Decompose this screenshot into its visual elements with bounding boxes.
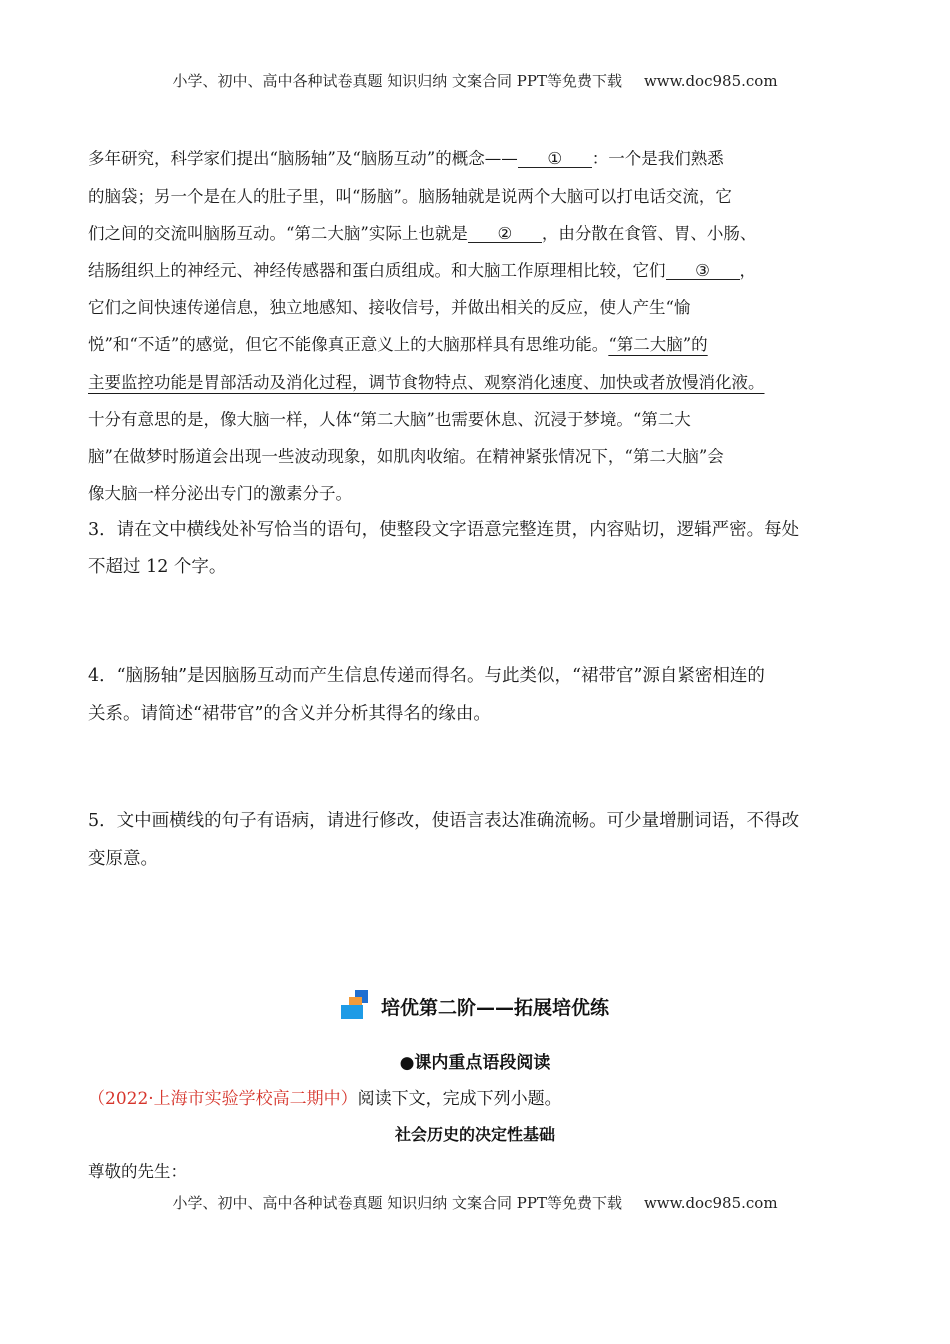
passage-line-1: 多年研究，科学家们提出“脑肠轴”及“脑肠互动”的概念—— ① ：一个是我们熟悉 (88, 149, 724, 168)
passage-line-9: 脑”在做梦时肠道会出现一些波动现象，如肌肉收缩。在精神紧张情况下，“第二大脑”会 (88, 447, 724, 466)
underlined-sentence-line: 主要监控功能是胃部活动及消化过程，调节食物特点、观察消化速度、加快或者放慢消化液。 (88, 373, 765, 392)
passage-line-6: 悦”和“不适”的感觉，但它不能像真正意义上的大脑那样具有思维功能。“第二大脑”的 (88, 335, 708, 354)
article-title: 社会历史的决定性基础 (394, 1125, 555, 1144)
passage-line-2: 的脑袋；另一个是在人的肚子里，叫“肠脑”。脑肠轴就是说两个大脑可以打电话交流，它 (88, 187, 732, 206)
header-site: www.doc985.com (643, 72, 778, 90)
source-line (88, 1084, 562, 1109)
footer-site: www.doc985.com (643, 1194, 778, 1212)
section-heading (0, 990, 950, 1020)
passage-line-3: 们之间的交流叫脑肠互动。“第二大脑”实际上也就是 ② ，由分散在食管、胃、小肠、 (88, 224, 757, 243)
passage-line-5: 它们之间快速传递信息，独立地感知、接收信号，并做出相关的反应，使人产生“愉 (88, 298, 691, 317)
blank-2: ② (468, 225, 542, 243)
section-subtitle: ●课内重点语段阅读 (399, 1053, 551, 1073)
question-4-line-1: 4．“脑肠轴”是因脑肠互动而产生信息传递而得名。与此类似，“裙带官”源自紧密相连的 (88, 666, 765, 686)
passage-line-4: 结肠组织上的神经元、神经传感器和蛋白质组成。和大脑工作原理相比较，它们 ③ ， (88, 261, 756, 280)
section-logo-icon (341, 990, 375, 1020)
question-5-line-2: 变原意。 (88, 849, 158, 869)
blank-3: ③ (666, 262, 740, 280)
instruction-text: 阅读下文，完成下列小题。 (357, 1089, 562, 1109)
salutation: 尊敬的先生： (88, 1162, 187, 1181)
question-3-line-2: 不超过 12 个字。 (88, 557, 227, 577)
question-4-line-2: 关系。请简述“裙带官”的含义并分析其得名的缘由。 (88, 704, 491, 724)
underlined-sentence-start: “第二大脑”的 (608, 335, 708, 354)
passage-line-8: 十分有意思的是，像大脑一样，人体“第二大脑”也需要休息、沉浸于梦境。“第二大 (88, 410, 691, 429)
blank-1: ① (518, 150, 592, 168)
question-3-line-1: 3．请在文中横线处补写恰当的语句，使整段文字语意完整连贯，内容贴切，逻辑严密。每处 (88, 520, 800, 540)
source-tag: （2022·上海市实验学校高二期中） (88, 1089, 358, 1109)
question-5-line-1: 5．文中画横线的句子有语病，请进行修改，使语言表达准确流畅。可少量增删词语，不得改 (88, 811, 800, 831)
section-title: 培优第二阶——拓展培优练 (380, 997, 609, 1019)
page-footer (0, 1192, 950, 1213)
footer-text: 小学、初中、高中各种试卷真题 知识归纳 文案合同 PPT等免费下载 (172, 1194, 622, 1212)
page-header (0, 70, 950, 91)
header-text: 小学、初中、高中各种试卷真题 知识归纳 文案合同 PPT等免费下载 (172, 72, 622, 90)
passage-line-10: 像大脑一样分泌出专门的激素分子。 (88, 484, 352, 503)
